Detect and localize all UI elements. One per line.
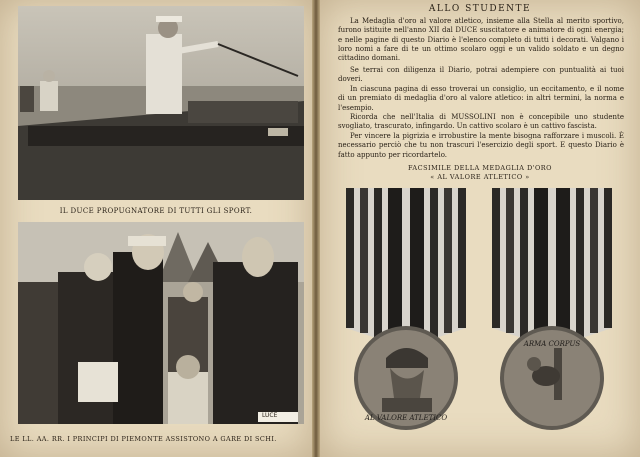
photo-duce-boat [18,6,304,200]
photo-princes-ski [18,222,304,424]
photo-stamp: LUCE [262,412,278,419]
photo-bottom-caption: LE LL. AA. RR. I PRINCIPI DI PIEMONTE ASSISTONO A GARE DI SCHI. [10,435,277,443]
medal-front-text: AL VALORE ATLETICO [364,414,448,422]
left-page [0,0,312,457]
book-gutter [312,0,320,457]
paragraph-3: In ciascuna pagina di esso troverai un consiglio, un eccitamento, e il nome di un premiato di medaglia d'oro al valore atletico: in altri termini, la norma e l'esempio. [338,85,624,112]
medal-back [492,188,612,442]
paragraph-1: La Medaglia d'oro al valore atletico, insieme alla Stella al merito sportivo, furono istituite nell'anno XII dal DUCE suscitatore e animatore di ogni energia; e nelle pagine di questo Diario è l'elenco completo di tutti i decorati. Valgano i loro nomi a fare di te un ottimo scolaro oggi e un valido soldato e un degno cittadino domani. [338,17,624,63]
facsimile-caption-1: FACSIMILE DELLA MEDAGLIA D'ORO [407,164,553,172]
paragraph-4: Ricorda che nell'Italia di MUSSOLINI non è concepibile uno studente svogliato, trascurato, infingardo. Un cattivo scolaro è un cattivo fascista. [338,113,624,131]
right-page [320,0,640,457]
page-title: ALLO STUDENTE [428,4,532,14]
medal-front [346,188,466,442]
paragraph-2: Se terrai con diligenza il Diario, potrai adempiere con puntualità ai tuoi doveri. [338,66,624,84]
paragraph-5: Per vincere la pigrizia e irrobustire la mente bisogna rafforzare i muscoli. È necessario perciò che tu non trascuri l'esercizio degli sport. E questo Diario è fatto appunto per ricordartelo. [338,132,624,159]
photo-top-caption: IL DUCE PROPUGNATORE DI TUTTI GLI SPORT. [59,207,253,215]
medal-back-text: ARMA CORPUS [523,340,581,348]
facsimile-caption-2: « AL VALORE ATLETICO » [430,173,530,181]
